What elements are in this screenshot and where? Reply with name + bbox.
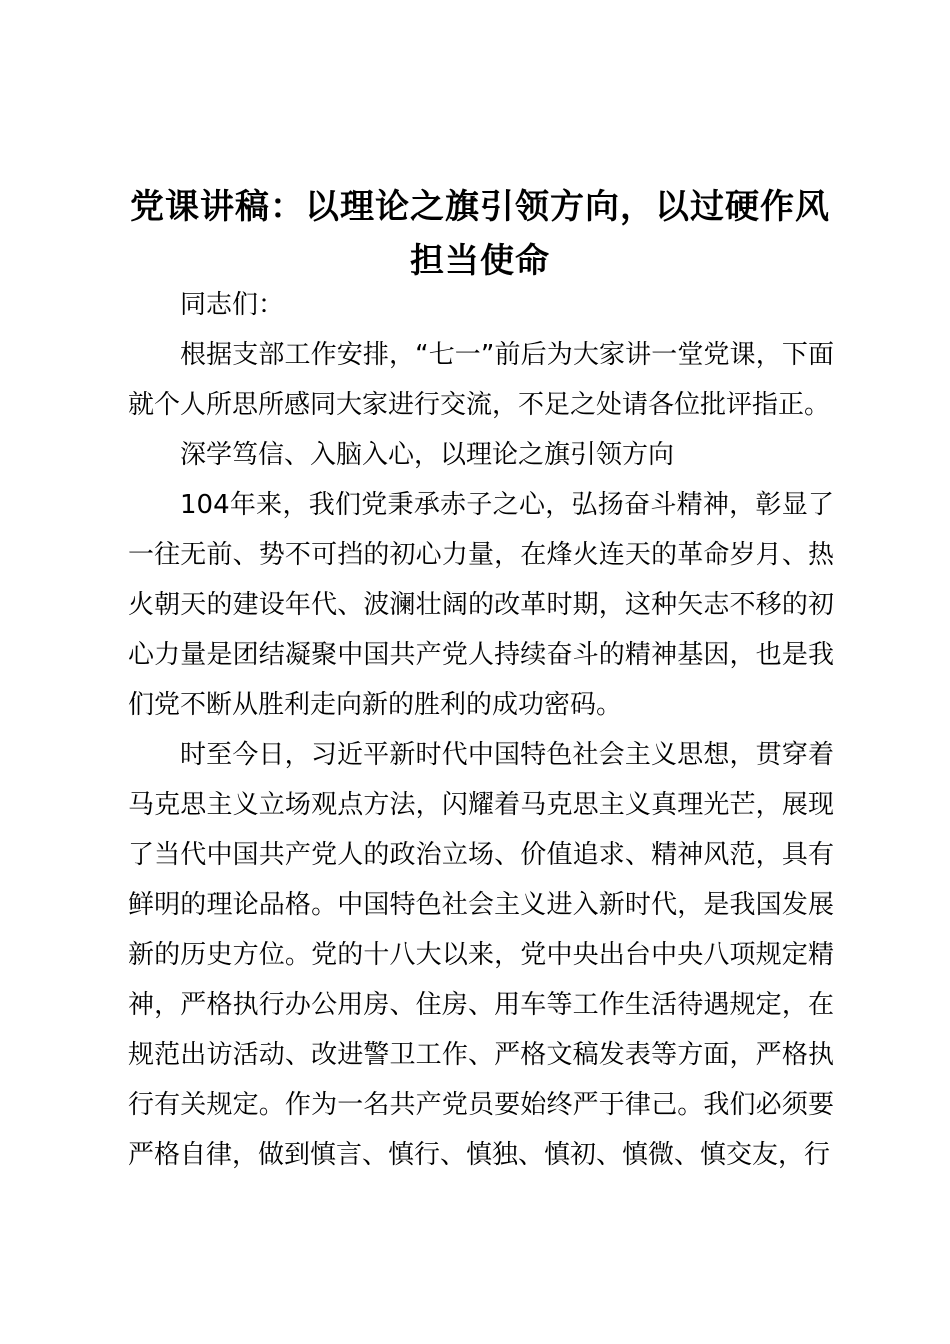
section-heading: 深学笃信、入脑入心，以理论之旗引领方向 bbox=[180, 440, 675, 470]
paragraph-history: 104年来，我们党秉承赤子之心，弘扬奋斗精神，彰显了一往无前、势不可挡的初心力量，在烽火连天的革命岁月、热火朝天的建设年代、波澜壮阔的改革时期，这种矢志不移的初心力量是团结凝聚中国共产党人持续奋斗的精神基因，也是我们党不断从胜利走向新的胜利的成功密码。 bbox=[128, 490, 834, 720]
paragraph-theory: 时至今日，习近平新时代中国特色社会主义思想，贯穿着马克思主义立场观点方法，闪耀着马克思主义真理光芒，展现了当代中国共产党人的政治立场、价值追求、精神风范，具有鲜明的理论品格。中国特色社会主义进入新时代，是我国发展新的历史方位。党的十八大以来，党中央出台中央八项规定精神，严格执行办公用房、住房、用车等工作生活待遇规定，在规范出访活动、改进警卫工作、严格文稿发表等方面，严格执行有关规定。作为一名共产党员要始终严于律己。我们必须要严格自律，做到慎言、慎行、慎独、慎初、慎微、慎交友，行 bbox=[128, 740, 834, 1170]
document-title: 党课讲稿：以理论之旗引领方向，以过硬作风担当使命 bbox=[130, 187, 830, 281]
salutation: 同志们： bbox=[180, 290, 285, 320]
document-body bbox=[128, 280, 834, 1180]
paragraph-intro: 根据支部工作安排，“七一”前后为大家讲一堂党课，下面就个人所思所感同大家进行交流，不足之处请各位批评指正。 bbox=[128, 340, 834, 420]
